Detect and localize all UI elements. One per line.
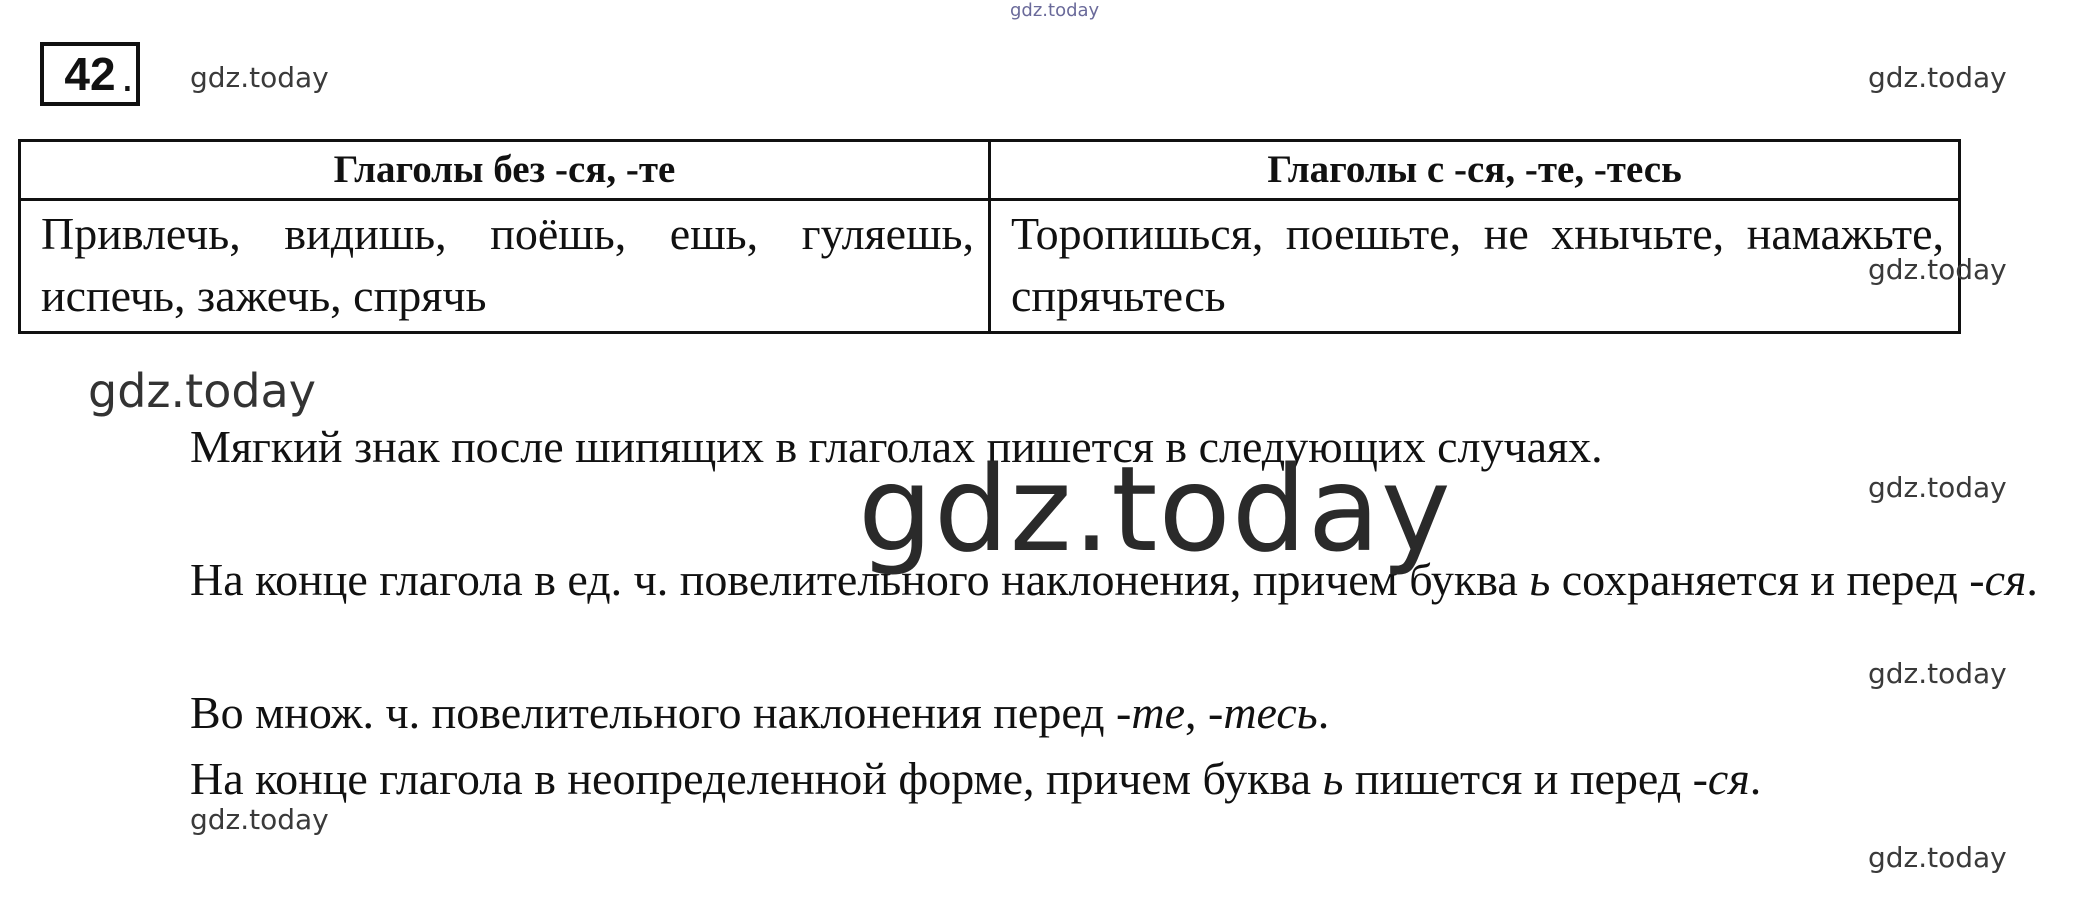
cell-verbs-with-suffix: Торопишься, поешьте, не хнычьте, намажьте, спрячьтесь: [990, 200, 1960, 333]
paragraph-4-mid: пишется и перед: [1343, 753, 1693, 804]
paragraph-2-end: .: [2026, 554, 2038, 605]
paragraph-3: [40, 680, 2080, 746]
suffix-tes: -тесь: [1208, 687, 1318, 738]
paragraph-1-text: Мягкий знак после шипящих в глаголах пишется в следующих случаях.: [190, 421, 1603, 472]
suffix-sya: -ся: [1969, 554, 2027, 605]
paragraph-2-mid: сохраняется и перед: [1550, 554, 1970, 605]
soft-sign-letter: ь: [1322, 753, 1344, 804]
exercise-number: 42: [64, 48, 116, 100]
paragraph-4-text: На конце глагола в неопределенной форме, причем буква: [190, 753, 1323, 804]
soft-sign-letter: ь: [1529, 554, 1551, 605]
watermark-header-left: gdz.today: [190, 61, 329, 94]
watermark-header-right: gdz.today: [1868, 61, 2007, 94]
suffix-te: -те: [1116, 687, 1186, 738]
paragraph-2-text: На конце глагола в ед. ч. повелительного наклонения, причем буква: [190, 554, 1530, 605]
paragraph-3-sep: ,: [1185, 687, 1209, 738]
paragraph-3-text: Во множ. ч. повелительного наклонения перед: [190, 687, 1117, 738]
paragraph-4: [40, 746, 2080, 812]
watermark-above-text: gdz.today: [88, 364, 316, 418]
paragraph-3-end: .: [1317, 687, 1330, 738]
paragraph-4-end: .: [1749, 753, 1762, 804]
watermark-right-3: gdz.today: [1868, 841, 2007, 874]
watermark-top: gdz.today: [1010, 0, 1100, 21]
suffix-sya: -ся: [1692, 753, 1750, 804]
exercise-number-dot: .: [121, 49, 134, 101]
watermark-right-2: gdz.today: [1868, 657, 2007, 690]
watermark-table-right: gdz.today: [1868, 253, 2007, 286]
table-row: [20, 200, 1960, 333]
watermark-left-lower: gdz.today: [190, 803, 329, 836]
table-header-row: [20, 141, 1960, 200]
watermark-center-big: gdz.today: [858, 440, 1452, 578]
verbs-table: [18, 139, 1961, 334]
cell-verbs-without-suffix: Привлечь, видишь, поёшь, ешь, гуляешь, испечь, зажечь, спрячь: [20, 200, 990, 333]
watermark-right-1: gdz.today: [1868, 471, 2007, 504]
header-verbs-without-suffix: Глаголы без -ся, -те: [20, 141, 990, 200]
header-verbs-with-suffix: Глаголы с -ся, -те, -тесь: [990, 141, 1960, 200]
